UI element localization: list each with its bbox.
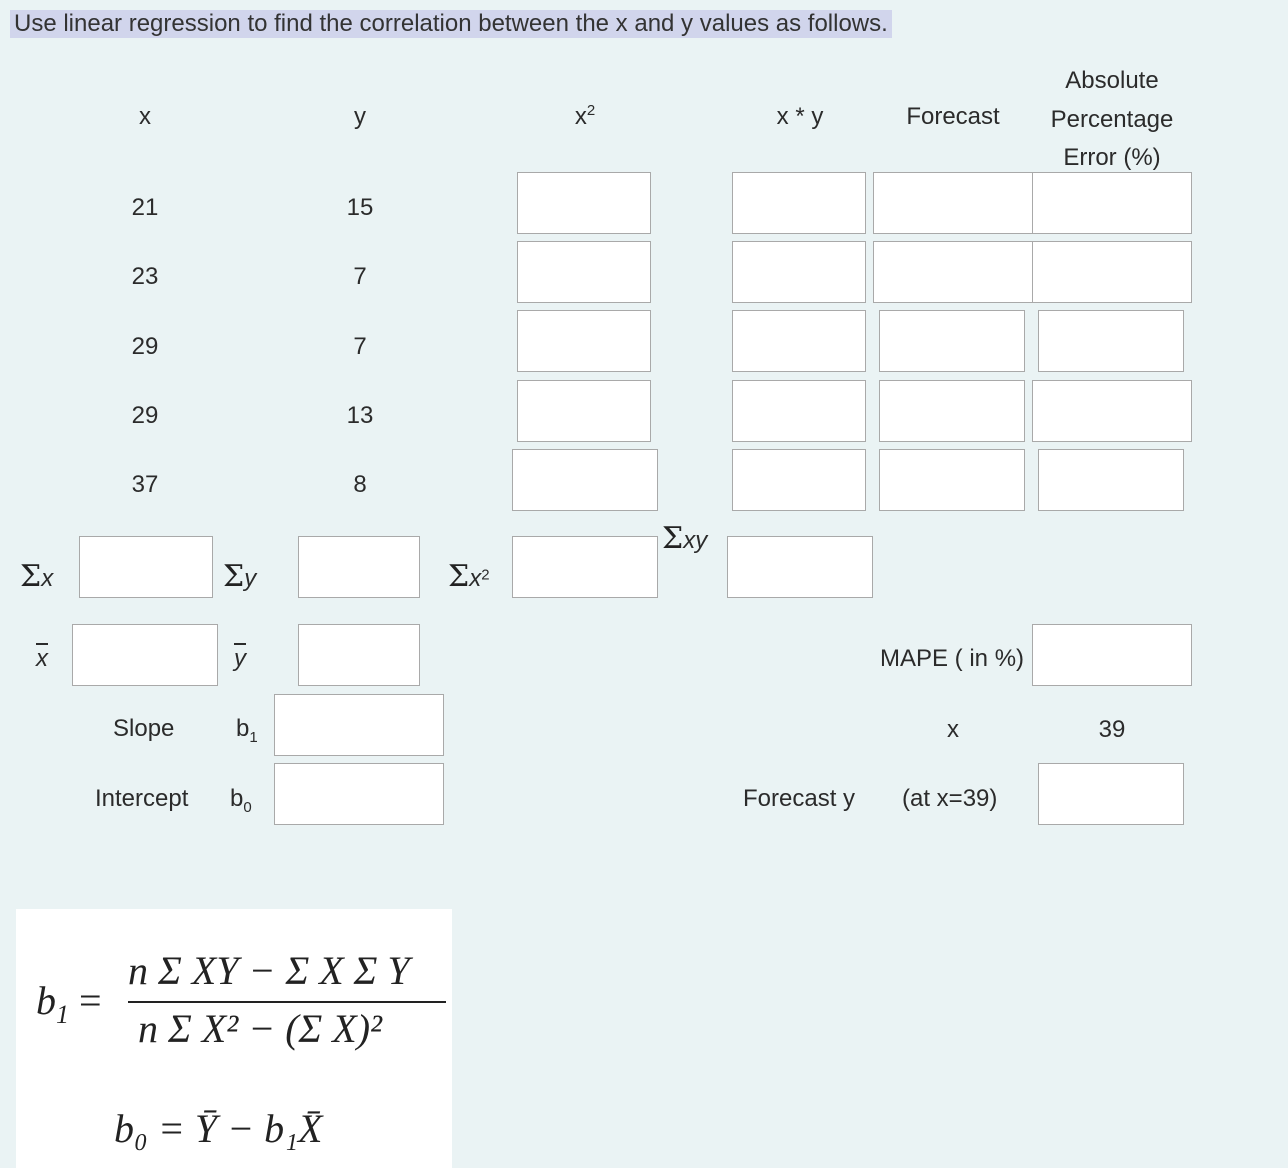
formula-b0: b₀ = Ȳ − b₁X̄ bbox=[114, 1106, 323, 1151]
sum-x-input[interactable] bbox=[79, 536, 213, 598]
formula-panel bbox=[16, 909, 452, 1168]
row-5-x-squared-input[interactable] bbox=[512, 449, 658, 511]
mape-label: MAPE ( in %) bbox=[880, 645, 1025, 672]
row-5-xy-input[interactable] bbox=[732, 449, 866, 511]
intercept-label: Intercept bbox=[95, 785, 189, 812]
row-5-x: 37 bbox=[131, 471, 159, 498]
row-2-ape-input[interactable] bbox=[1032, 241, 1192, 303]
header-y: y bbox=[354, 103, 366, 130]
formula-fraction-bar bbox=[128, 1001, 446, 1003]
forecast-x-label: x bbox=[947, 716, 959, 743]
row-4-xy-input[interactable] bbox=[732, 380, 866, 442]
formula-b1-lhs: $b_1$ = bbox=[36, 978, 102, 1029]
forecast-y-input[interactable] bbox=[1038, 763, 1184, 825]
row-3-forecast-input[interactable] bbox=[879, 310, 1025, 372]
row-5-y: 8 bbox=[353, 471, 367, 498]
slope-b1-input[interactable] bbox=[274, 694, 444, 756]
formula-denominator: n Σ X² − (Σ X)² bbox=[138, 1006, 383, 1051]
row-1-x-squared-input[interactable] bbox=[517, 172, 651, 234]
row-1-xy-input[interactable] bbox=[732, 172, 866, 234]
x-bar-label: $\overline{x}$ bbox=[36, 645, 48, 672]
row-5-ape-input[interactable] bbox=[1038, 449, 1184, 511]
sum-x-label: Σx bbox=[20, 559, 54, 594]
row-3-x-squared-input[interactable] bbox=[517, 310, 651, 372]
slope-symbol: $b_1$ bbox=[236, 715, 258, 746]
instruction-text: Use linear regression to find the correlation between the x and y values as follows. bbox=[10, 10, 892, 38]
intercept-symbol: $b_0$ bbox=[230, 785, 252, 816]
row-2-xy-input[interactable] bbox=[732, 241, 866, 303]
row-2-forecast-input[interactable] bbox=[873, 241, 1033, 303]
row-2-x-squared-input[interactable] bbox=[517, 241, 651, 303]
row-4-ape-input[interactable] bbox=[1032, 380, 1192, 442]
forecast-at-label: (at x=39) bbox=[902, 785, 998, 812]
formula-numerator: n Σ XY − Σ X Σ Y bbox=[128, 948, 410, 993]
header-x-squared: $x^2$ bbox=[574, 102, 596, 130]
row-1-ape-input[interactable] bbox=[1032, 172, 1192, 234]
mape-input[interactable] bbox=[1032, 624, 1192, 686]
forecast-x-value: 39 bbox=[1098, 716, 1126, 743]
header-x-times-y: x * y bbox=[776, 103, 824, 130]
row-5-forecast-input[interactable] bbox=[879, 449, 1025, 511]
intercept-b0-input[interactable] bbox=[274, 763, 444, 825]
row-4-x-squared-input[interactable] bbox=[517, 380, 651, 442]
row-3-xy-input[interactable] bbox=[732, 310, 866, 372]
header-absolute-percentage-error: Absolute Percentage Error (%) bbox=[1050, 67, 1174, 171]
sum-xy-input[interactable] bbox=[727, 536, 873, 598]
sum-x-squared-label: $\Sigma x^2$ bbox=[448, 559, 490, 594]
sum-y-label: Σy bbox=[223, 559, 257, 594]
sum-y-input[interactable] bbox=[298, 536, 420, 598]
row-2-y: 7 bbox=[353, 263, 367, 290]
row-1-y: 15 bbox=[346, 194, 374, 221]
row-4-x: 29 bbox=[131, 402, 159, 429]
row-3-x: 29 bbox=[131, 333, 159, 360]
row-3-ape-input[interactable] bbox=[1038, 310, 1184, 372]
row-4-y: 13 bbox=[346, 402, 374, 429]
sum-xy-label: Σxy bbox=[662, 521, 708, 556]
sum-x-squared-input[interactable] bbox=[512, 536, 658, 598]
y-bar-input[interactable] bbox=[298, 624, 420, 686]
row-3-y: 7 bbox=[353, 333, 367, 360]
row-1-forecast-input[interactable] bbox=[873, 172, 1033, 234]
row-4-forecast-input[interactable] bbox=[879, 380, 1025, 442]
slope-label: Slope bbox=[113, 715, 175, 742]
y-bar-label: $\overline{y}$ bbox=[234, 645, 246, 672]
x-bar-input[interactable] bbox=[72, 624, 218, 686]
row-1-x: 21 bbox=[131, 194, 159, 221]
forecast-y-label: Forecast y bbox=[743, 785, 856, 812]
header-x: x bbox=[139, 103, 151, 130]
header-forecast: Forecast bbox=[906, 103, 1000, 130]
row-2-x: 23 bbox=[131, 263, 159, 290]
